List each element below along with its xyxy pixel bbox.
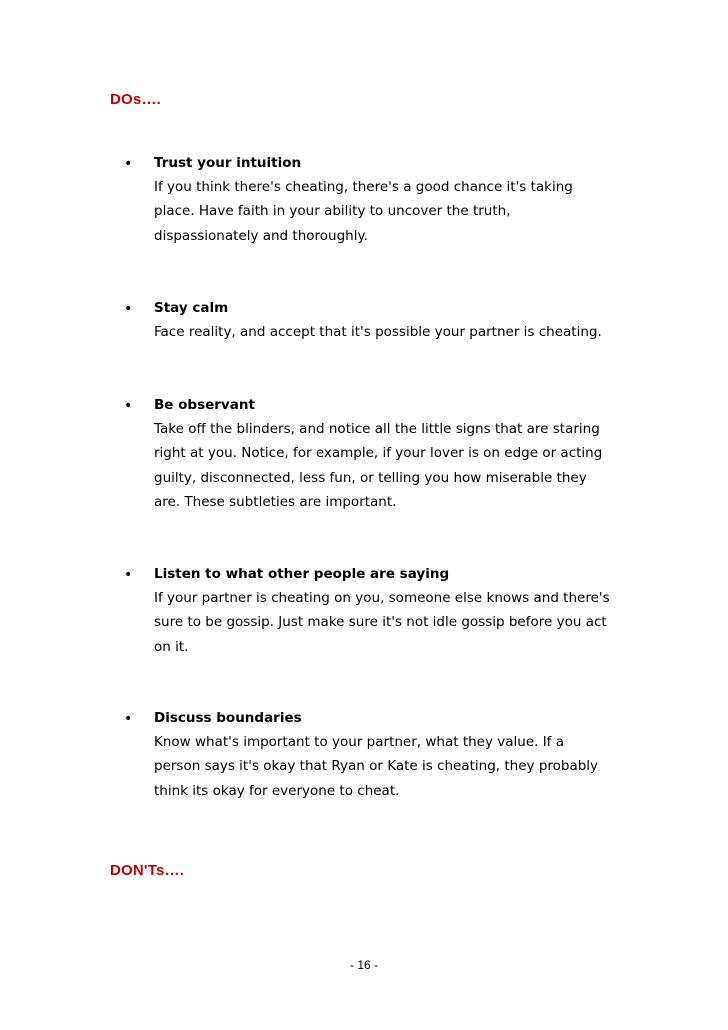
page-number: - 16 - [349, 958, 378, 972]
item-line: dispassionately and thoroughly. [154, 227, 368, 244]
item-line: Take off the blinders, and notice all the little signs that are staring [154, 421, 600, 437]
bullet-icon: • [124, 398, 133, 414]
item-line: If your partner is cheating on you, someone else knows and there's [154, 590, 610, 606]
item-body [154, 175, 624, 248]
item-line: right at you. Notice, for example, if your lover is on edge or acting [154, 445, 603, 462]
item-title: Stay calm [154, 300, 229, 316]
item-line: think its okay for everyone to cheat. [154, 782, 400, 799]
item-title: Discuss boundaries [154, 710, 302, 726]
item-body [154, 730, 624, 803]
item-body [154, 417, 624, 514]
item-line: If you think there's cheating, there's a good chance it's taking [154, 179, 573, 195]
bullet-icon: • [124, 711, 133, 727]
item-line: on it. [154, 638, 189, 655]
item-line: guilty, disconnected, less fun, or telling you how miserable they [154, 469, 587, 486]
bullet-icon: • [124, 567, 133, 583]
item-title: Trust your intuition [154, 155, 302, 171]
item-body [154, 320, 624, 344]
item-body [154, 586, 624, 659]
item-line: person says it's okay that Ryan or Kate is cheating, they probably [154, 758, 599, 775]
donts-heading: DON'Ts…. [110, 862, 185, 879]
item-title: Listen to what other people are saying [154, 566, 450, 582]
bullet-icon: • [124, 301, 133, 317]
item-line: Face reality, and accept that it's possible your partner is cheating. [154, 324, 602, 340]
item-line: are. These subtleties are important. [154, 493, 397, 510]
bullet-icon: • [124, 156, 133, 172]
item-line: place. Have faith in your ability to uncover the truth, [154, 203, 511, 220]
item-line: Know what's important to your partner, what they value. If a [154, 734, 565, 750]
dos-heading: DOs…. [110, 91, 162, 108]
item-title: Be observant [154, 397, 255, 413]
item-line: sure to be gossip. Just make sure it's not idle gossip before you act [154, 614, 607, 631]
